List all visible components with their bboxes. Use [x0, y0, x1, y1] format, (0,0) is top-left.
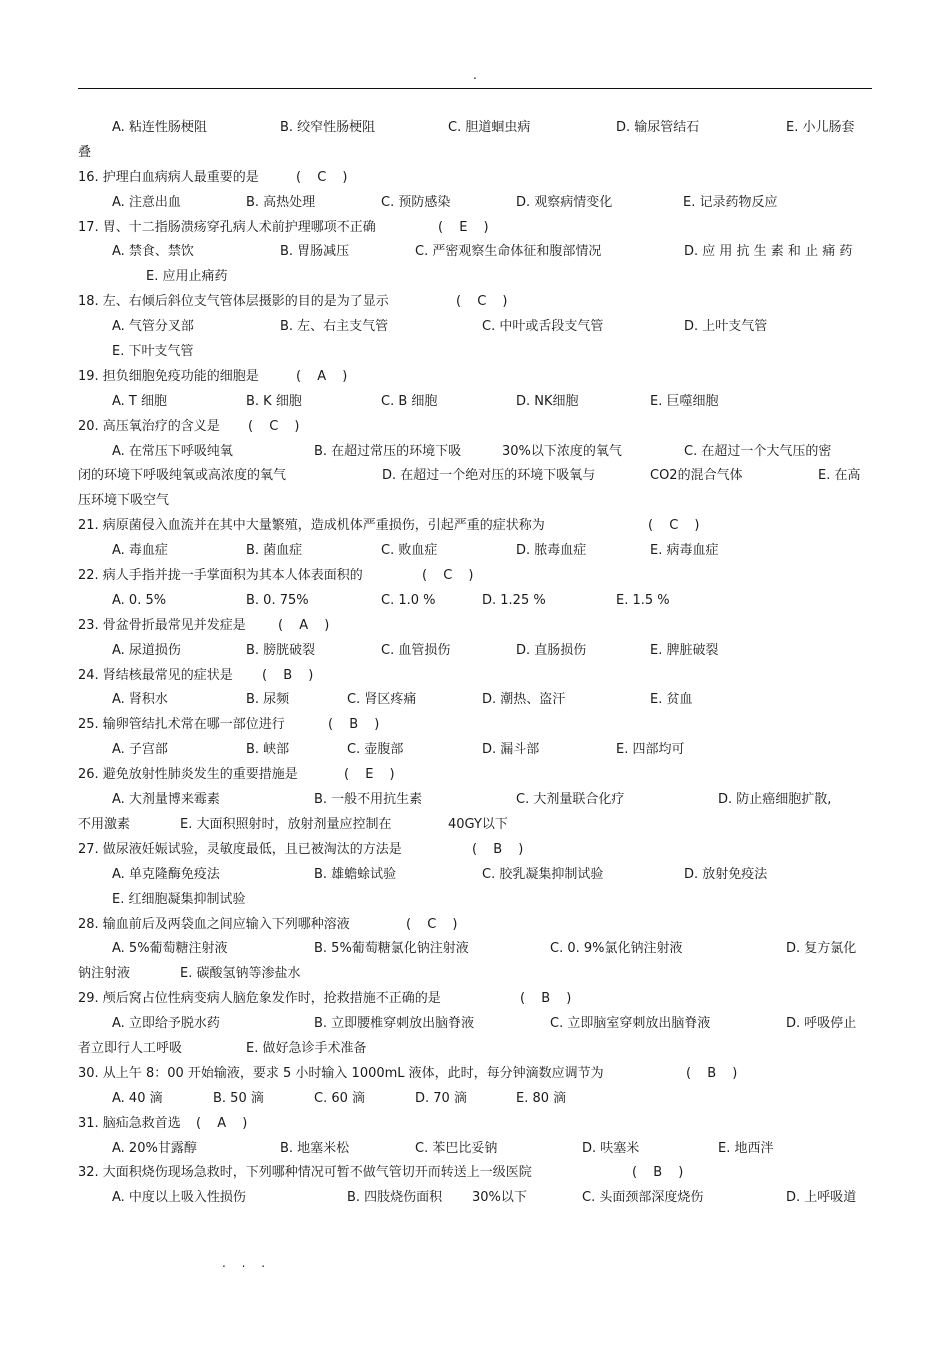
option-item: A. 单克隆酶免疫法 [112, 866, 220, 882]
option-item: B. 0. 75% [246, 592, 309, 608]
question-text: 19. 担负细胞免疫功能的细胞是 [78, 368, 259, 384]
option-item: D. 呼吸停止 [786, 1016, 857, 1032]
question-text: 31. 脑疝急救首选 [78, 1115, 181, 1131]
question-text: 28. 输血前后及两袋血之间应输入下列哪种溶液 [78, 916, 350, 932]
option-item: D. 漏斗部 [482, 742, 540, 758]
answer-key: ( C ) [406, 916, 464, 932]
option-line [78, 440, 872, 465]
header-dot: . [473, 68, 477, 82]
question-text: 21. 病原菌侵入血流并在其中大量繁殖，造成机体严重损伤，引起严重的症状称为 [78, 518, 545, 534]
option-item: E. 巨噬细胞 [650, 393, 719, 409]
option-line [78, 489, 872, 514]
option-item: A. 气管分叉部 [112, 319, 194, 335]
option-item: 闭的环境下呼吸纯氧或高浓度的氧气 [78, 468, 287, 484]
option-item: E. 碳酸氢钠等渗盐水 [180, 966, 301, 982]
question-stem [78, 913, 872, 938]
option-item: B. 膀胱破裂 [246, 642, 316, 658]
option-item: C. 60 滴 [314, 1090, 366, 1106]
question-text: 27. 做尿液妊娠试验，灵敏度最低，且已被淘汰的方法是 [78, 841, 402, 857]
option-item: C. 1.0 % [381, 592, 436, 608]
option-item: C. 胶乳凝集抑制试验 [482, 866, 604, 882]
question-stem [78, 664, 872, 689]
option-item: E. 贫血 [650, 692, 693, 708]
option-item: E. 下叶支气管 [112, 344, 194, 360]
option-item: E. 80 滴 [516, 1090, 567, 1106]
option-item: E. 记录药物反应 [683, 194, 778, 210]
option-item: C. 0. 9%氯化钠注射液 [550, 941, 683, 957]
answer-key: ( B ) [520, 991, 578, 1007]
question-stem [78, 564, 872, 589]
option-line [78, 240, 872, 265]
option-item: B. K 细胞 [246, 393, 302, 409]
option-item: B. 一般不用抗生素 [314, 792, 423, 808]
question-text: 22. 病人手指并拢一手掌面积为其本人体表面积的 [78, 568, 363, 584]
answer-key: ( C ) [248, 418, 306, 434]
option-item: C. 中叶或舌段支气管 [482, 319, 604, 335]
option-item: A. 大剂量博来霉素 [112, 792, 220, 808]
option-item: A. 20%甘露醇 [112, 1140, 197, 1156]
question-text: 18. 左、右倾后斜位支气管体层摄影的目的是为了显示 [78, 294, 389, 310]
header-rule [78, 88, 872, 89]
option-item: C. B 细胞 [381, 393, 438, 409]
option-line [78, 390, 872, 415]
option-item: D. 上呼吸道 [786, 1190, 857, 1206]
option-line [78, 191, 872, 216]
option-item: B. 立即腰椎穿刺放出脑脊液 [314, 1016, 475, 1032]
answer-key: ( E ) [438, 219, 495, 235]
option-item: 叠 [78, 144, 92, 160]
option-line [78, 888, 872, 913]
answer-key: ( A ) [278, 617, 336, 633]
option-item: B. 地塞米松 [280, 1140, 350, 1156]
option-item: B. 雄蟾蜍试验 [314, 866, 397, 882]
option-item: A. T 细胞 [112, 393, 168, 409]
option-item: D. 呋塞米 [582, 1140, 640, 1156]
question-text: 17. 胃、十二指肠溃疡穿孔病人术前护理哪项不正确 [78, 219, 376, 235]
option-line [78, 116, 872, 141]
option-item: D. 观察病情变化 [516, 194, 613, 210]
answer-key: ( B ) [328, 717, 386, 733]
option-item: A. 注意出血 [112, 194, 181, 210]
answer-key: ( C ) [648, 518, 706, 534]
option-item: A. 尿道损伤 [112, 642, 181, 658]
option-line [78, 1037, 872, 1062]
option-line [78, 788, 872, 813]
answer-key: ( B ) [262, 667, 320, 683]
option-item: E. 大面积照射时，放射剂量应控制在 [180, 816, 392, 832]
answer-key: ( C ) [422, 568, 480, 584]
option-item: D. 直肠损伤 [516, 642, 587, 658]
question-text: 29. 颅后窝占位性病变病人脑危象发作时，抢救措施不正确的是 [78, 991, 441, 1007]
option-item: B. 高热处理 [246, 194, 316, 210]
option-item: A. 在常压下呼吸纯氧 [112, 443, 233, 459]
option-item: D. 1.25 % [482, 592, 546, 608]
question-stem [78, 838, 872, 863]
option-line [78, 539, 872, 564]
option-item: C. 立即脑室穿刺放出脑脊液 [550, 1016, 711, 1032]
option-item: D. 输尿管结石 [616, 120, 700, 135]
answer-key: ( C ) [456, 294, 514, 310]
option-item: B. 5%葡萄糖氯化钠注射液 [314, 941, 469, 957]
option-item: 不用激素 [78, 816, 131, 832]
option-line [78, 738, 872, 763]
option-item: C. 肾区疼痛 [347, 692, 417, 708]
option-item: D. 脓毒血症 [516, 543, 587, 559]
option-item: D. 复方氯化 [786, 941, 857, 957]
option-item: A. 5%葡萄糖注射液 [112, 941, 228, 957]
option-line [78, 589, 872, 614]
option-item: A. 子宫部 [112, 742, 168, 758]
option-item: A. 0. 5% [112, 592, 167, 608]
question-text: 24. 肾结核最常见的症状是 [78, 667, 233, 683]
option-item: C. 败血症 [381, 543, 438, 559]
question-text: 20. 高压氧治疗的含义是 [78, 418, 220, 434]
option-line [78, 1087, 872, 1112]
question-stem [78, 987, 872, 1012]
option-item: B. 四肢烧伤面积 [347, 1190, 443, 1206]
option-item: E. 地西泮 [718, 1140, 774, 1156]
option-line [78, 141, 872, 166]
option-item: B. 尿频 [246, 692, 290, 708]
answer-key: ( B ) [472, 841, 530, 857]
option-item: A. 毒血症 [112, 543, 168, 559]
option-item: E. 应用止痛药 [146, 269, 228, 285]
option-item: A. 中度以上吸入性损伤 [112, 1190, 246, 1206]
option-line [78, 1137, 872, 1162]
option-item: A. 粘连性肠梗阻 [112, 120, 207, 135]
option-item: A. 禁食、禁饮 [112, 244, 194, 260]
question-text: 25. 输卵管结扎术常在哪一部位进行 [78, 717, 285, 733]
option-item: A. 40 滴 [112, 1090, 163, 1106]
question-stem [78, 763, 872, 788]
answer-key: ( B ) [686, 1065, 744, 1081]
option-item: B. 峡部 [246, 742, 290, 758]
option-item: C. 大剂量联合化疗 [516, 792, 625, 808]
option-item: B. 50 滴 [213, 1090, 264, 1106]
option-item: D. 应 用 抗 生 素 和 止 痛 药 [684, 244, 853, 260]
option-line [78, 813, 872, 838]
option-line [78, 464, 872, 489]
answer-key: ( A ) [296, 368, 354, 384]
option-item: E. 1.5 % [616, 592, 670, 608]
option-line [78, 265, 872, 290]
option-item: D. 放射免疫法 [684, 866, 768, 882]
option-item: CO2的混合气体 [650, 468, 743, 484]
option-line [78, 962, 872, 987]
option-item: C. 在超过一个大气压的密 [684, 443, 832, 459]
question-text: 23. 骨盆骨折最常见并发症是 [78, 617, 246, 633]
answer-key: ( B ) [632, 1165, 690, 1181]
question-stem [78, 216, 872, 241]
option-item: D. 防止癌细胞扩散, [718, 792, 832, 808]
option-item: 钠注射液 [78, 966, 131, 982]
question-text: 32. 大面积烧伤现场急救时，下列哪种情况可暂不做气管切开而转送上一级医院 [78, 1165, 532, 1181]
option-line [78, 688, 872, 713]
question-list [78, 116, 872, 1211]
option-line [78, 639, 872, 664]
answer-key: ( A ) [196, 1115, 254, 1131]
option-item: E. 做好急诊手术准备 [246, 1040, 367, 1056]
option-item: E. 红细胞凝集抑制试验 [112, 891, 246, 907]
option-item: A. 肾积水 [112, 692, 168, 708]
question-stem [78, 713, 872, 738]
option-item: A. 立即给予脱水药 [112, 1016, 220, 1032]
question-text: 26. 避免放射性肺炎发生的重要措施是 [78, 767, 298, 783]
question-stem [78, 166, 872, 191]
question-text: 16. 护理白血病病人最重要的是 [78, 169, 259, 185]
option-item: B. 左、右主支气管 [280, 319, 389, 335]
question-stem [78, 1062, 872, 1087]
option-item: E. 病毒血症 [650, 543, 719, 559]
option-item: D. 潮热、盗汗 [482, 692, 566, 708]
question-stem [78, 1161, 872, 1186]
option-item: D. 在超过一个绝对压的环境下吸氧与 [382, 468, 596, 484]
option-item: E. 脾脏破裂 [650, 642, 719, 658]
option-item: C. 预防感染 [381, 194, 451, 210]
option-item: 者立即行人工呼吸 [78, 1040, 183, 1056]
option-item: C. 苯巴比妥钠 [415, 1140, 498, 1156]
option-line [78, 340, 872, 365]
option-item: C. 壶腹部 [347, 742, 404, 758]
option-line [78, 863, 872, 888]
option-item: E. 在高 [818, 468, 861, 484]
option-item: 40GY以下 [448, 816, 508, 832]
option-item: B. 菌血症 [246, 543, 303, 559]
question-text: 30. 从上午 8：00 开始输液，要求 5 小时输入 1000mL 液体，此时，每分钟滴数应调节为 [78, 1065, 604, 1081]
option-item: 压环境下吸空气 [78, 493, 170, 509]
option-item: C. 严密观察生命体征和腹部情况 [415, 244, 602, 260]
option-line [78, 315, 872, 340]
question-stem [78, 290, 872, 315]
option-item: D. 上叶支气管 [684, 319, 768, 335]
option-item: B. 在超过常压的环境下吸 [314, 443, 462, 459]
option-item: B. 绞窄性肠梗阻 [280, 120, 376, 135]
option-item: C. 胆道蛔虫病 [448, 120, 531, 135]
question-stem [78, 614, 872, 639]
option-item: C. 头面颈部深度烧伤 [582, 1190, 704, 1206]
option-item: D. NK细胞 [516, 393, 579, 409]
option-item: B. 胃肠减压 [280, 244, 350, 260]
option-item: E. 小儿肠套 [786, 120, 855, 135]
option-item: 30%以下浓度的氧气 [502, 443, 622, 459]
question-stem [78, 365, 872, 390]
option-item: D. 70 滴 [415, 1090, 467, 1106]
question-stem [78, 1112, 872, 1137]
question-stem [78, 514, 872, 539]
option-item: C. 血管损伤 [381, 642, 451, 658]
option-item: 30%以下 [472, 1190, 527, 1206]
footer-dots: . . . [222, 1256, 272, 1270]
option-line [78, 937, 872, 962]
option-line [78, 1186, 872, 1211]
question-stem [78, 415, 872, 440]
answer-key: ( C ) [296, 169, 354, 185]
answer-key: ( E ) [344, 767, 401, 783]
option-line [78, 1012, 872, 1037]
option-item: E. 四部均可 [616, 742, 685, 758]
